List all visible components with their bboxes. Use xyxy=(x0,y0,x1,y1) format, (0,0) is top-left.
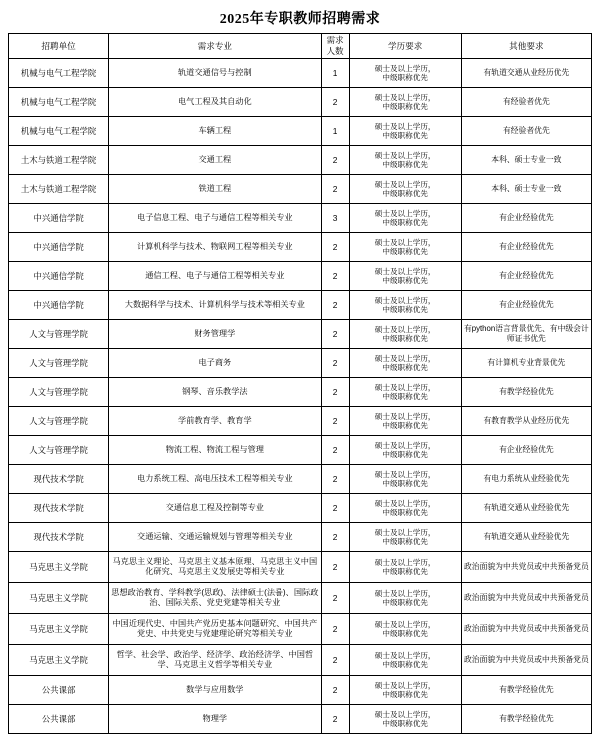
cell-num: 2 xyxy=(321,146,349,175)
cell-major: 轨道交通信号与控制 xyxy=(109,59,321,88)
table-row xyxy=(9,320,592,349)
cell-major: 铁道工程 xyxy=(109,175,321,204)
cell-major: 计算机科学与技术、物联网工程等相关专业 xyxy=(109,233,321,262)
cell-major: 中国近现代史、中国共产党历史基本问题研究、中国共产党史、中共党史与党建理论研究等相关专业 xyxy=(109,614,321,645)
cell-other: 有轨道交通从业经历优先 xyxy=(461,59,591,88)
cell-edu-line: 硕士及以上学历， xyxy=(374,208,436,218)
page-title: 2025年专职教师招聘需求 xyxy=(219,12,381,27)
cell-unit: 现代技术学院 xyxy=(9,465,109,494)
cell-num: 1 xyxy=(321,59,349,88)
cell-major: 电子商务 xyxy=(109,349,321,378)
table-row xyxy=(9,59,592,88)
cell-num: 2 xyxy=(321,291,349,320)
cell-other: 有轨道交通从业经验优先 xyxy=(461,494,591,523)
cell-major: 数学与应用数学 xyxy=(109,676,321,705)
table-row xyxy=(9,88,592,117)
cell-num: 2 xyxy=(321,645,349,676)
cell-edu-line: 硕士及以上学历， xyxy=(374,680,436,690)
cell-edu xyxy=(349,583,461,614)
cell-major: 电力系统工程、高电压技术工程等相关专业 xyxy=(109,465,321,494)
cell-edu xyxy=(349,407,461,436)
cell-edu xyxy=(349,59,461,88)
cell-unit: 人文与管理学院 xyxy=(9,436,109,465)
recruitment-requirements-table xyxy=(8,33,592,734)
table-row xyxy=(9,146,592,175)
cell-edu-line: 中级职称优先 xyxy=(382,334,428,343)
cell-other: 有经验者优先 xyxy=(461,88,591,117)
cell-unit: 公共课部 xyxy=(9,676,109,705)
cell-edu-line: 中级职称优先 xyxy=(382,392,428,401)
cell-num: 2 xyxy=(321,614,349,645)
cell-edu xyxy=(349,552,461,583)
table-row xyxy=(9,552,592,583)
cell-edu xyxy=(349,436,461,465)
cell-other: 有python语言背景优先、有中级会计师证书优先 xyxy=(461,320,591,349)
table-row xyxy=(9,494,592,523)
cell-edu xyxy=(349,614,461,645)
cell-other: 有企业经验优先 xyxy=(461,233,591,262)
cell-unit: 中兴通信学院 xyxy=(9,291,109,320)
cell-edu-line: 中级职称优先 xyxy=(382,450,428,459)
cell-num: 2 xyxy=(321,378,349,407)
cell-num: 2 xyxy=(321,175,349,204)
cell-edu xyxy=(349,645,461,676)
cell-edu-line: 硕士及以上学历， xyxy=(374,469,436,479)
cell-major: 钢琴、音乐教学法 xyxy=(109,378,321,407)
table-row xyxy=(9,465,592,494)
table-row xyxy=(9,349,592,378)
cell-edu-line: 硕士及以上学历， xyxy=(374,92,436,102)
cell-edu-line: 硕士及以上学历， xyxy=(374,237,436,247)
cell-edu-line: 中级职称优先 xyxy=(382,73,428,82)
cell-edu xyxy=(349,465,461,494)
cell-other: 有教学经验优先 xyxy=(461,705,591,734)
column-header-other: 其他要求 xyxy=(461,34,591,59)
cell-edu-line: 硕士及以上学历， xyxy=(374,295,436,305)
table-row xyxy=(9,705,592,734)
cell-edu-line: 硕士及以上学历， xyxy=(374,121,436,131)
cell-edu xyxy=(349,349,461,378)
cell-edu xyxy=(349,262,461,291)
column-header-major: 需求专业 xyxy=(109,34,321,59)
cell-other: 有企业经验优先 xyxy=(461,262,591,291)
cell-num: 2 xyxy=(321,407,349,436)
cell-num: 2 xyxy=(321,676,349,705)
cell-other: 政治面貌为中共党员或中共预备党员 xyxy=(461,552,591,583)
cell-edu-line: 硕士及以上学历， xyxy=(374,266,436,276)
cell-edu-line: 硕士及以上学历， xyxy=(374,179,436,189)
cell-num: 2 xyxy=(321,436,349,465)
cell-edu-line: 硕士及以上学历， xyxy=(374,150,436,160)
cell-edu-line: 中级职称优先 xyxy=(382,131,428,140)
cell-edu-line: 中级职称优先 xyxy=(382,160,428,169)
cell-edu-line: 硕士及以上学历， xyxy=(374,588,436,598)
cell-major: 交通工程 xyxy=(109,146,321,175)
table-row xyxy=(9,676,592,705)
cell-num: 2 xyxy=(321,465,349,494)
cell-edu xyxy=(349,494,461,523)
table-row xyxy=(9,614,592,645)
cell-major: 电气工程及其自动化 xyxy=(109,88,321,117)
cell-major: 财务管理学 xyxy=(109,320,321,349)
cell-num: 2 xyxy=(321,583,349,614)
cell-num: 2 xyxy=(321,262,349,291)
cell-edu-line: 硕士及以上学历， xyxy=(374,440,436,450)
cell-edu-line: 中级职称优先 xyxy=(382,537,428,546)
cell-edu-line: 硕士及以上学历， xyxy=(374,619,436,629)
cell-edu-line: 中级职称优先 xyxy=(382,363,428,372)
cell-edu-line: 中级职称优先 xyxy=(382,421,428,430)
cell-unit: 马克思主义学院 xyxy=(9,645,109,676)
cell-edu xyxy=(349,291,461,320)
cell-edu-line: 中级职称优先 xyxy=(382,189,428,198)
cell-edu-line: 中级职称优先 xyxy=(382,305,428,314)
cell-unit: 人文与管理学院 xyxy=(9,407,109,436)
cell-edu-line: 硕士及以上学历， xyxy=(374,498,436,508)
cell-edu-line: 硕士及以上学历， xyxy=(374,411,436,421)
cell-edu-line: 硕士及以上学历， xyxy=(374,63,436,73)
cell-other: 有教学经验优先 xyxy=(461,676,591,705)
cell-num: 2 xyxy=(321,494,349,523)
cell-num: 2 xyxy=(321,320,349,349)
cell-edu-line: 中级职称优先 xyxy=(382,102,428,111)
cell-num: 2 xyxy=(321,349,349,378)
cell-major: 哲学、社会学、政治学、经济学、政治经济学、中国哲学、马克思主义哲学等相关专业 xyxy=(109,645,321,676)
cell-unit: 土木与铁道工程学院 xyxy=(9,175,109,204)
cell-unit: 土木与铁道工程学院 xyxy=(9,146,109,175)
cell-edu-line: 硕士及以上学历， xyxy=(374,557,436,567)
cell-edu-line: 中级职称优先 xyxy=(382,660,428,669)
cell-edu-line: 中级职称优先 xyxy=(382,598,428,607)
cell-other: 政治面貌为中共党员或中共预备党员 xyxy=(461,583,591,614)
cell-edu xyxy=(349,705,461,734)
cell-major: 思想政治教育、学科教学(思政)、法律硕士(法률)、国际政治、国际关系、党史党建等相关专业 xyxy=(109,583,321,614)
table-row xyxy=(9,291,592,320)
table-header-row xyxy=(9,34,592,59)
cell-edu-line: 中级职称优先 xyxy=(382,508,428,517)
table-row xyxy=(9,262,592,291)
cell-other: 政治面貌为中共党员或中共预备党员 xyxy=(461,614,591,645)
cell-edu xyxy=(349,676,461,705)
cell-unit: 机械与电气工程学院 xyxy=(9,88,109,117)
cell-major: 电子信息工程、电子与通信工程等相关专业 xyxy=(109,204,321,233)
cell-edu-line: 硕士及以上学历， xyxy=(374,650,436,660)
cell-edu-line: 中级职称优先 xyxy=(382,719,428,728)
cell-major: 马克思主义理论、马克思主义基本原理、马克思主义中国化研究、马克思主义发展史等相关专业 xyxy=(109,552,321,583)
cell-unit: 现代技术学院 xyxy=(9,494,109,523)
cell-other: 政治面貌为中共党员或中共预备党员 xyxy=(461,645,591,676)
cell-num: 2 xyxy=(321,233,349,262)
table-row xyxy=(9,175,592,204)
cell-unit: 机械与电气工程学院 xyxy=(9,59,109,88)
cell-edu-line: 中级职称优先 xyxy=(382,247,428,256)
cell-num: 2 xyxy=(321,705,349,734)
cell-other: 本科、硕士专业一致 xyxy=(461,146,591,175)
cell-edu-line: 硕士及以上学历， xyxy=(374,527,436,537)
cell-unit: 人文与管理学院 xyxy=(9,320,109,349)
cell-other: 有企业经验优先 xyxy=(461,291,591,320)
cell-edu-line: 硕士及以上学历， xyxy=(374,709,436,719)
cell-major: 学前教育学、教育学 xyxy=(109,407,321,436)
cell-unit: 现代技术学院 xyxy=(9,523,109,552)
cell-other: 有企业经验优先 xyxy=(461,204,591,233)
table-row xyxy=(9,378,592,407)
column-header-num: 需求人数 xyxy=(321,34,349,59)
cell-edu-line: 中级职称优先 xyxy=(382,479,428,488)
cell-edu xyxy=(349,146,461,175)
cell-edu-line: 硕士及以上学历， xyxy=(374,353,436,363)
cell-unit: 中兴通信学院 xyxy=(9,204,109,233)
cell-unit: 人文与管理学院 xyxy=(9,378,109,407)
cell-unit: 中兴通信学院 xyxy=(9,262,109,291)
cell-other: 本科、硕士专业一致 xyxy=(461,175,591,204)
cell-num: 2 xyxy=(321,88,349,117)
cell-major: 交通运输、交通运输规划与管理等相关专业 xyxy=(109,523,321,552)
cell-major: 物理学 xyxy=(109,705,321,734)
cell-num: 2 xyxy=(321,552,349,583)
cell-other: 有计算机专业背景优先 xyxy=(461,349,591,378)
cell-edu xyxy=(349,233,461,262)
cell-edu-line: 硕士及以上学历， xyxy=(374,324,436,334)
column-header-edu: 学历要求 xyxy=(349,34,461,59)
cell-major: 车辆工程 xyxy=(109,117,321,146)
cell-num: 1 xyxy=(321,117,349,146)
table-row xyxy=(9,523,592,552)
cell-major: 交通信息工程及控制等专业 xyxy=(109,494,321,523)
cell-other: 有电力系统从业经验优先 xyxy=(461,465,591,494)
table-row xyxy=(9,645,592,676)
cell-unit: 中兴通信学院 xyxy=(9,233,109,262)
column-header-unit: 招聘单位 xyxy=(9,34,109,59)
cell-edu xyxy=(349,117,461,146)
table-row xyxy=(9,583,592,614)
cell-edu-line: 中级职称优先 xyxy=(382,218,428,227)
table-header xyxy=(9,34,592,59)
cell-other: 有企业经验优先 xyxy=(461,436,591,465)
cell-major: 大数据科学与技术、计算机科学与技术等相关专业 xyxy=(109,291,321,320)
cell-unit: 机械与电气工程学院 xyxy=(9,117,109,146)
cell-major: 通信工程、电子与通信工程等相关专业 xyxy=(109,262,321,291)
cell-other: 有教学经验优先 xyxy=(461,378,591,407)
cell-unit: 马克思主义学院 xyxy=(9,583,109,614)
cell-edu xyxy=(349,523,461,552)
cell-edu-line: 中级职称优先 xyxy=(382,629,428,638)
cell-num: 2 xyxy=(321,523,349,552)
cell-edu-line: 中级职称优先 xyxy=(382,567,428,576)
cell-other: 有教育教学从业经历优先 xyxy=(461,407,591,436)
table-row xyxy=(9,204,592,233)
cell-other: 有轨道交通从业经验优先 xyxy=(461,523,591,552)
cell-major: 物流工程、物流工程与管理 xyxy=(109,436,321,465)
cell-unit: 马克思主义学院 xyxy=(9,614,109,645)
cell-edu-line: 硕士及以上学历， xyxy=(374,382,436,392)
cell-edu xyxy=(349,378,461,407)
cell-other: 有经验者优先 xyxy=(461,117,591,146)
cell-edu xyxy=(349,175,461,204)
table-row xyxy=(9,233,592,262)
table-row xyxy=(9,436,592,465)
table-row xyxy=(9,117,592,146)
cell-num: 3 xyxy=(321,204,349,233)
cell-edu xyxy=(349,320,461,349)
cell-unit: 公共课部 xyxy=(9,705,109,734)
table-row xyxy=(9,407,592,436)
cell-edu xyxy=(349,88,461,117)
cell-edu-line: 中级职称优先 xyxy=(382,276,428,285)
cell-unit: 马克思主义学院 xyxy=(9,552,109,583)
cell-edu-line: 中级职称优先 xyxy=(382,690,428,699)
table-body xyxy=(9,59,592,734)
cell-edu xyxy=(349,204,461,233)
cell-unit: 人文与管理学院 xyxy=(9,349,109,378)
